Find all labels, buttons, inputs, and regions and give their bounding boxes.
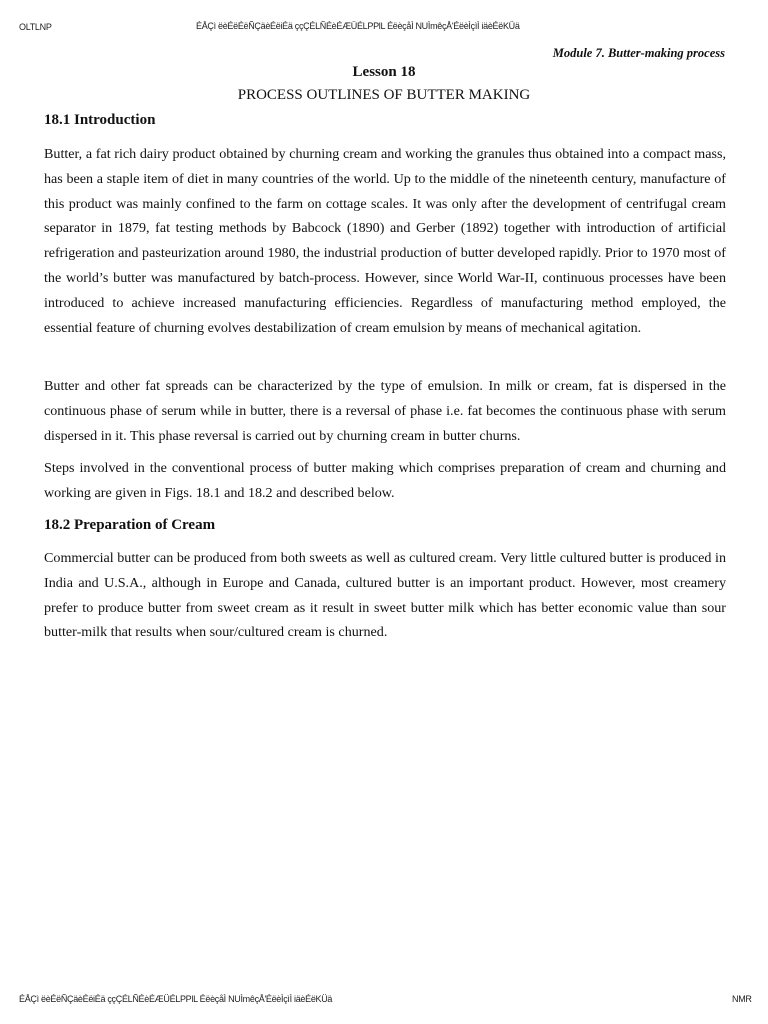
footer-hindi-text: ÉÅÇì ëèÉëÑÇäèÉëiÉä ççÇÉLÑÉèÉÆÜÉLPPlL ÉëèçåÌ NUÌmêçÅ'ÉëèÌçìÌ iäèÉëKÜä — [19, 994, 333, 1004]
section-heading-preparation-of-cream: 18.2 Preparation of Cream — [44, 517, 216, 533]
module-title: Module 7. Butter-making process — [552, 46, 725, 60]
paragraph: Butter, a fat rich dairy product obtained by churning cream and working the granules thus obtained into a compact mass, has been a staple item of diet in many countries of the world. Up to the middle of the nineteenth century, manufacture of this product was mainly confined to the farm on cottage scales. It was only after the development of centrifugal cream separator in 1879, fat testing methods by Babcock (1890) and Gerber (1892) together with introduction of artificial refrigeration and pasteurization around 1980, the industrial production of butter developed rapidly. Prior to 1970 most of the world’s butter was manufactured by batch-process. However, since World War-II, continuous processes have been introduced to achieve increased manufacturing efficiencies. Regardless of manufacturing method employed, the essential feature of churning evolves destabilization of cream emulsion by means of mechanical agitation. — [44, 146, 726, 336]
header-hindi-text: ÉÅÇì ëèÉëÉëÑÇäèÉëiÉä ççÇÉLÑÉèÉÆÜÉLPPlL ÉëèçåÌ NUÌmêçÅ'ÉëèÌçìÌ iäèÉëKÜä — [196, 21, 520, 31]
paragraph: Commercial butter can be produced from both sweets as well as cultured cream. Very little cultured butter is produced in India and U.S.A., although in Europe and Canada, cultured butter is an important product. However, most creamery prefer to produce butter from sweet cream as it result in sweet butter milk which has better economic value than sour butter-milk that results when sour/cultured cream is churned. — [44, 550, 726, 641]
footer-code: NMR — [732, 994, 752, 1004]
section-heading-introduction: 18.1 Introduction — [44, 112, 156, 128]
paragraph: Steps involved in the conventional process of butter making which comprises preparation of cream and churning and working are given in Figs. 18.1 and 18.2 and described below. — [44, 460, 726, 501]
lesson-number: Lesson 18 — [352, 64, 416, 80]
lesson-title: PROCESS OUTLINES OF BUTTER MAKING — [237, 87, 531, 103]
header-code: OLTLNP — [19, 22, 52, 32]
paragraph: Butter and other fat spreads can be characterized by the type of emulsion. In milk or cream, fat is dispersed in the continuous phase of serum while in butter, there is a reversal of phase i.e. fat becomes the continuous phase with serum dispersed in it. This phase reversal is carried out by churning cream in butter churns. — [44, 378, 726, 444]
